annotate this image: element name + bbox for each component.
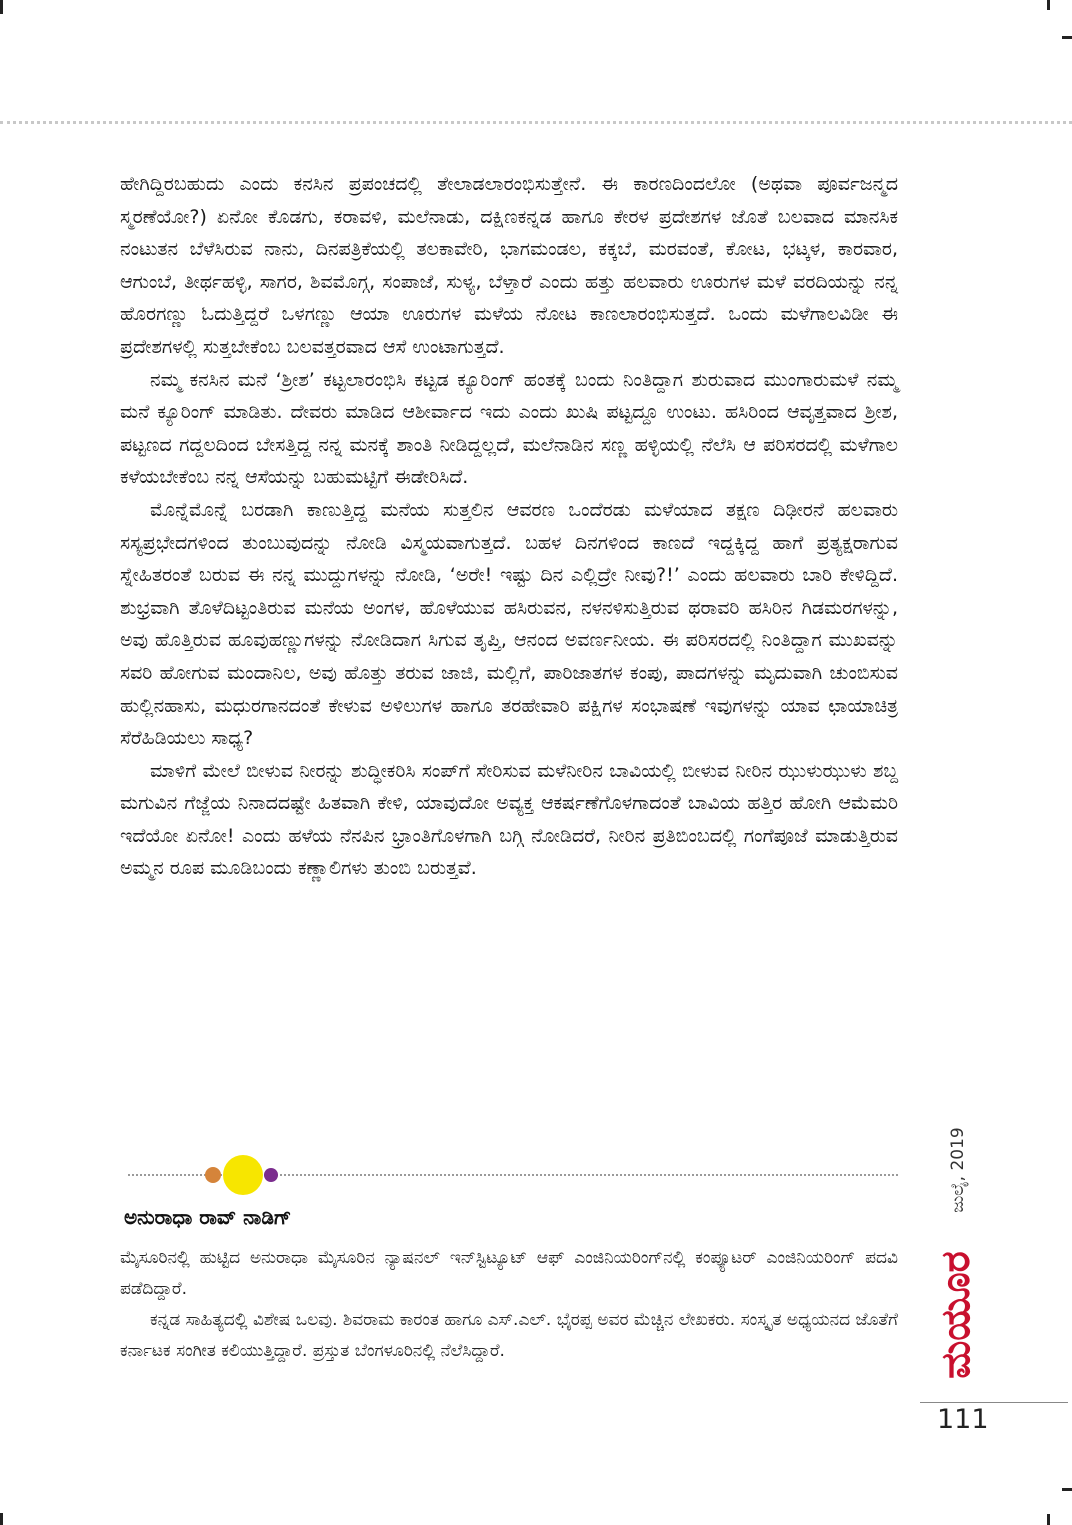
- author-bio-paragraph: ಕನ್ನಡ ಸಾಹಿತ್ಯದಲ್ಲಿ ವಿಶೇಷ ಒಲವು. ಶಿವರಾಮ ಕಾರಂತ ಹಾಗೂ ಎಸ್.ಎಲ್. ಭೈರಪ್ಪ ಅವರ ಮೆಚ್ಚಿನ ಲೇಖಕರು. ಸಂಸ್ಕೃತ ಅಧ್ಯಯನದ ಜೊತೆಗೆ ಕರ್ನಾಟಕ ಸಂಗೀತ ಕಲಿಯುತ್ತಿದ್ದಾರೆ. ಪ್ರಸ್ತುತ ಬೆಂಗಳೂರಿನಲ್ಲಿ ನೆಲೆಸಿದ್ದಾರೆ.: [120, 1310, 898, 1361]
- crop-mark-bottom-right: [1047, 1514, 1050, 1525]
- crop-mark-bottom-left: [0, 1513, 3, 1525]
- author-bio: [120, 1243, 898, 1367]
- magazine-logo: [928, 1240, 984, 1390]
- decorative-dot-yellow: [223, 1155, 263, 1195]
- issue-date-text: ಜುಲೈ, 2019: [948, 1127, 968, 1213]
- top-dotted-divider: [0, 121, 1072, 124]
- crop-mark-top-right: [1047, 0, 1050, 10]
- crop-mark-top-left: [0, 0, 3, 14]
- issue-date: [940, 1115, 976, 1225]
- decorative-dot-purple: [264, 1168, 278, 1182]
- article-paragraph: ಮಾಳಿಗೆ ಮೇಲೆ ಬೀಳುವ ನೀರನ್ನು ಶುದ್ಧೀಕರಿಸಿ ಸಂಪ್‌ಗೆ ಸೇರಿಸುವ ಮಳೆನೀರಿನ ಬಾವಿಯಲ್ಲಿ ಬೀಳುವ ನೀರಿನ ಝುಳುಝುಳು ಶಬ್ದ ಮಗುವಿನ ಗೆಜ್ಜೆಯ ನಿನಾದದಷ್ಟೇ ಹಿತವಾಗಿ ಕೇಳಿ, ಯಾವುದೋ ಅವ್ಯಕ್ತ ಆಕರ್ಷಣೆಗೊಳಗಾದಂತೆ ಬಾವಿಯ ಹತ್ತಿರ ಹೋಗಿ ಆಮೆಮರಿ ಇದೆಯೋ ಏನೋ! ಎಂದು ಹಳೆಯ ನೆನಪಿನ ಭ್ರಾಂತಿಗೊಳಗಾಗಿ ಬಗ್ಗಿ ನೋಡಿದರೆ, ನೀರಿನ ಪ್ರತಿಬಿಂಬದಲ್ಲಿ ಗಂಗೆಪೂಜೆ ಮಾಡುತ್ತಿರುವ ಅಮ್ಮನ ರೂಪ ಮೂಡಿಬಂದು ಕಣ್ಣಾಲಿಗಳು ತುಂಬಿ ಬರುತ್ತವೆ.: [120, 759, 898, 880]
- decorative-dot-orange: [205, 1167, 221, 1183]
- article-paragraph: ಮೊನ್ನೆಮೊನ್ನೆ ಬರಡಾಗಿ ಕಾಣುತ್ತಿದ್ದ ಮನೆಯ ಸುತ್ತಲಿನ ಆವರಣ ಒಂದೆರಡು ಮಳೆಯಾದ ತಕ್ಷಣ ದಿಢೀರನೆ ಹಲವಾರು ಸಸ್ಯಪ್ರಭೇದಗಳಿಂದ ತುಂಬುವುದನ್ನು ನೋಡಿ ವಿಸ್ಮಯವಾಗುತ್ತದೆ. ಬಹಳ ದಿನಗಳಿಂದ ಕಾಣದೆ ಇದ್ದಕ್ಕಿದ್ದ ಹಾಗೆ ಪ್ರತ್ಯಕ್ಷರಾಗುವ ಸ್ನೇಹಿತರಂತೆ ಬರುವ ಈ ನನ್ನ ಮುದ್ದುಗಳನ್ನು ನೋಡಿ, ‘ಅರೇ! ಇಷ್ಟು ದಿನ ಎಲ್ಲಿದ್ರೇ ನೀವು?!’ ಎಂದು ಹಲವಾರು ಬಾರಿ ಕೇಳಿದ್ದಿದೆ. ಶುಭ್ರವಾಗಿ ತೊಳೆದಿಟ್ಟಂತಿರುವ ಮನೆಯ ಅಂಗಳ, ಹೊಳೆಯುವ ಹಸಿರುವನ, ನಳನಳಿಸುತ್ತಿರುವ ಥರಾವರಿ ಹಸಿರಿನ ಗಿಡಮರಗಳನ್ನು, ಅವು ಹೊತ್ತಿರುವ ಹೂವುಹಣ್ಣುಗಳನ್ನು ನೋಡಿದಾಗ ಸಿಗುವ ತೃಪ್ತಿ, ಆನಂದ ಅವರ್ಣನೀಯ. ಈ ಪರಿಸರದಲ್ಲಿ ನಿಂತಿದ್ದಾಗ ಮುಖವನ್ನು ಸವರಿ ಹೋಗುವ ಮಂದಾನಿಲ, ಅವು ಹೊತ್ತು ತರುವ ಜಾಜಿ, ಮಲ್ಲಿಗೆ, ಪಾರಿಜಾತಗಳ ಕಂಪು, ಪಾದಗಳನ್ನು ಮೃದುವಾಗಿ ಚುಂಬಿಸುವ ಹುಲ್ಲಿನಹಾಸು, ಮಧುರಗಾನದಂತೆ ಕೇಳುವ ಅಳಿಲುಗಳ ಹಾಗೂ ತರಹೇವಾರಿ ಪಕ್ಷಿಗಳ ಸಂಭಾಷಣೆ ಇವುಗಳನ್ನು ಯಾವ ಛಾಯಾಚಿತ್ರ ಸೆರೆಹಿಡಿಯಲು ಸಾಧ್ಯ?: [120, 498, 898, 750]
- author-name: ಅನುರಾಧಾ ರಾವ್ ನಾಡಿಗ್: [124, 1205, 292, 1229]
- crop-mark-right-bottom: [1062, 1488, 1072, 1491]
- page-number: 111: [937, 1404, 989, 1435]
- article-paragraph: ನಮ್ಮ ಕನಸಿನ ಮನೆ ‘ಶ್ರೀಶ’ ಕಟ್ಟಲಾರಂಭಿಸಿ ಕಟ್ಟಡ ಕ್ಯೂರಿಂಗ್ ಹಂತಕ್ಕೆ ಬಂದು ನಿಂತಿದ್ದಾಗ ಶುರುವಾದ ಮುಂಗಾರುಮಳೆ ನಮ್ಮ ಮನೆ ಕ್ಯೂರಿಂಗ್ ಮಾಡಿತು. ದೇವರು ಮಾಡಿದ ಆಶೀರ್ವಾದ ಇದು ಎಂದು ಖುಷಿ ಪಟ್ಟದ್ದೂ ಉಂಟು. ಹಸಿರಿಂದ ಆವೃತ್ತವಾದ ಶ್ರೀಶ, ಪಟ್ಟಣದ ಗದ್ದಲದಿಂದ ಬೇಸತ್ತಿದ್ದ ನನ್ನ ಮನಕ್ಕೆ ಶಾಂತಿ ನೀಡಿದ್ದಲ್ಲದೆ, ಮಲೆನಾಡಿನ ಸಣ್ಣ ಹಳ್ಳಿಯಲ್ಲಿ ನೆಲೆಸಿ ಆ ಪರಿಸರದಲ್ಲಿ ಮಳೆಗಾಲ ಕಳೆಯಬೇಕೆಂಬ ನನ್ನ ಆಸೆಯನ್ನು ಬಹುಮಟ್ಟಿಗೆ ಈಡೇರಿಸಿದೆ.: [120, 368, 898, 489]
- crop-mark-right-top: [1062, 36, 1072, 39]
- article-body: [120, 168, 898, 885]
- article-paragraph: ಹೇಗಿದ್ದಿರಬಹುದು ಎಂದು ಕನಸಿನ ಪ್ರಪಂಚದಲ್ಲಿ ತೇಲಾಡಲಾರಂಭಿಸುತ್ತೇನೆ. ಈ ಕಾರಣದಿಂದಲೋ (ಅಥವಾ ಪೂರ್ವಜನ್ಮದ ಸ್ಮರಣೆಯೋ?) ಏನೋ ಕೊಡಗು, ಕರಾವಳಿ, ಮಲೆನಾಡು, ದಕ್ಷಿಣಕನ್ನಡ ಹಾಗೂ ಕೇರಳ ಪ್ರದೇಶಗಳ ಜೊತೆ ಬಲವಾದ ಮಾನಸಿಕ ನಂಟುತನ ಬೆಳೆಸಿರುವ ನಾನು, ದಿನಪತ್ರಿಕೆಯಲ್ಲಿ ತಲಕಾವೇರಿ, ಭಾಗಮಂಡಲ, ಕಕ್ಕಬೆ, ಮರವಂತೆ, ಕೋಟ, ಭಟ್ಕಳ, ಕಾರವಾರ, ಆಗುಂಬೆ, ತೀರ್ಥಹಳ್ಳಿ, ಸಾಗರ, ಶಿವಮೊಗ್ಗ, ಸಂಪಾಜೆ, ಸುಳ್ಯ, ಬೆಳ್ತಾರೆ ಎಂದು ಹತ್ತು ಹಲವಾರು ಊರುಗಳ ಮಳೆ ವರದಿಯನ್ನು ನನ್ನ ಹೊರಗಣ್ಣು ಓದುತ್ತಿದ್ದರೆ ಒಳಗಣ್ಣು ಆಯಾ ಊರುಗಳ ಮಳೆಯ ನೋಟ ಕಾಣಲಾರಂಭಿಸುತ್ತದೆ. ಒಂದು ಮಳೆಗಾಲವಿಡೀ ಈ ಪ್ರದೇಶಗಳಲ್ಲಿ ಸುತ್ತಬೇಕೆಂಬ ಬಲವತ್ತರವಾದ ಆಸೆ ಉಂಟಾಗುತ್ತದೆ.: [120, 173, 898, 358]
- magazine-logo-text: ಮಯೂರ: [933, 1251, 979, 1379]
- author-bio-paragraph: ಮೈಸೂರಿನಲ್ಲಿ ಹುಟ್ಟಿದ ಅನುರಾಧಾ ಮೈಸೂರಿನ ನ್ಯಾಷನಲ್ ಇನ್‌ಸ್ಟಿಟ್ಯೂಟ್ ಆಫ್ ಎಂಜಿನಿಯರಿಂಗ್‌ನಲ್ಲಿ ಕಂಪ್ಯೂಟರ್ ಎಂಜಿನಿಯರಿಂಗ್ ಪದವಿ ಪಡೆದಿದ್ದಾರೆ.: [120, 1248, 898, 1299]
- page-number-rule: [920, 1402, 1068, 1403]
